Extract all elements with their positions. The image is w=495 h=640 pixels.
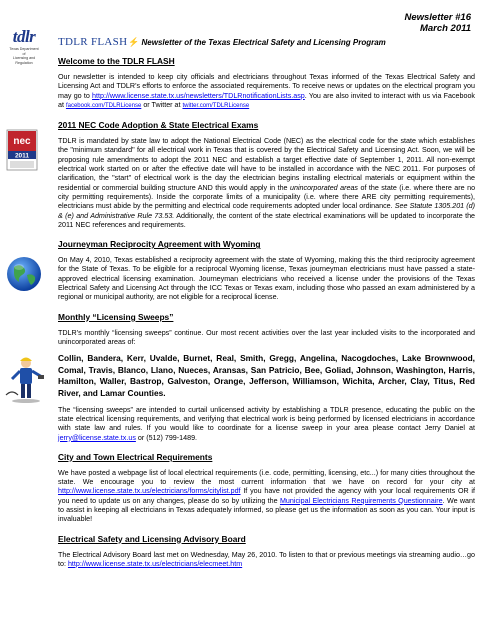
brand-name: TDLR FLASH [58, 36, 128, 48]
section-heading-sweeps: Monthly “Licensing Sweeps” [58, 311, 174, 322]
logo-subtitle-line: Regulation [15, 60, 33, 65]
jerry-email-link[interactable]: jerry@license.state.tx.us [58, 433, 136, 442]
section-heading-welcome: Welcome to the TDLR FLASH [58, 56, 175, 66]
section-heading-city: City and Town Electrical Requirements [58, 451, 213, 462]
worker-icon [4, 355, 48, 405]
newsletter-content [58, 56, 475, 569]
section-heading-wyoming: Journeyman Reciprocity Agreement with Wyoming [58, 239, 261, 250]
nec-badge-year: 2011 [14, 152, 30, 160]
sweeps-detail-paragraph: The “licensing sweeps” are intended to curtail unlicensed activity by establishing a TDLR presence, educating the public on the state electrical licensing requirements, and verifying that electrical work is being performed by licensed electricians in accordance with state law and rules. If you would like to coordinate for a license sweep in your area please contact Jerry Daniel at jerry@license.state.tx.us or (512) 799-1489. [58, 405, 475, 442]
nec-badge-label: nec [13, 136, 31, 147]
facebook-link[interactable]: facebook.com/TDLRLicense [65, 102, 142, 109]
logo-subtitle [4, 47, 44, 65]
newsletter-date: March 2011 [419, 23, 471, 34]
section-heading-board: Electrical Safety and Licensing Advisory Board [58, 533, 246, 544]
logo-subtitle-line: Texas Department [9, 47, 39, 51]
notification-lists-link[interactable]: http://www.license.state.tx.us/newsletters/TDLRnotificationLists.asp [92, 91, 305, 100]
logo-text: tdlr [12, 27, 36, 46]
brand-subtitle: Newsletter of the Texas Electrical Safety and Licensing Program [141, 37, 386, 47]
section-heading-nec: 2011 NEC Code Adoption & State Electrical Exams [58, 120, 259, 131]
icon-column [0, 0, 58, 640]
globe-icon [5, 255, 43, 293]
nec-paragraph: TDLR is mandated by state law to adopt the National Electrical Code (NEC) as the electrical code for the state which establishes the "minimum standard" for all electrical work in Texas that is covered by the Electrical Safety and Licensing Act. Soon, we will be proposing rule amendments to adopt the 2011 NEC and establish a target effective date of September 1, 2011. All non-exempt electrical work started on or after the effective date will have to be installed in accordance with the NEC 2011. For purposes of clarification, the "start" of electrical work is the day the electrician begins installing electrical materials or equipment within the residential or commercial building structure AND this would apply in the unincorporated areas of the state (i.e. where there are no city permitting requirements). Inside the corporate limits of a municipality (i.e. where there ARE city permitting requirements), electricians must abide by the permitting and electrical code requirements adopted under local ordinance. See Statute 1305.201 (d) & (e) and Administrative Rule 73.53. Additionally, the content of the state electrical examinations will be updated to incorporate the 2011 NEC references and requirements. [58, 137, 476, 229]
tdlr-logo [4, 28, 44, 76]
lightning-bolt-icon: ⚡ [128, 36, 140, 47]
city-paragraph: We have posted a webpage list of local electrical requirements (i.e. code, permitting, licensing, etc...) for many cities throughout the state. We encourage you to review the most current information that we have on record for your city at http://www.license.state.tx.us/electricians/forms/citylist.pdf If you have not provided the agency with your local requirements OR if you need to update us on any changes, please do so by utilizing the Municipal Electricians Requirements Questionnaire. We want to assist in keeping all electricians in Texas adequately informed, so please get us the information as soon as you can. Your input is invaluable! [58, 468, 476, 524]
nec-2011-badge-icon [6, 129, 38, 171]
sweeps-intro-paragraph: TDLR’s monthly “licensing sweeps” continue. Our most recent activities over the last year included visits to the incorporated and unincorporated areas of: [58, 328, 475, 346]
wyoming-paragraph: On May 4, 2010, Texas established a reciprocity agreement with the state of Wyoming, making this the third reciprocity agreement for the State of Texas. To be eligible for a reciprocal Wyoming license, Texas journeyman electricians must have passed a state-approved electrical licensing examination. Journeyman electricians who received a license under the provisions of the Texas Electrical Safety and Licensing Act through the ICC Texas or Texas exam, including those who passed an exam administered by a regional or municipal authority, are not eligible for a reciprocal license. [58, 256, 475, 302]
newsletter-number: Newsletter #16 [404, 12, 471, 23]
counties-list: Collin, Bandera, Kerr, Uvalde, Burnet, Real, Smith, Gregg, Angelina, Nacogdoches, Lake Brownwood, Comal, Travis, Blanco, Llano, Nueces, Aransas, San Patricio, Bee, Goliad, Johnson, Washington, Harris, Hamilton, Waller, Bastrop, Galveston, Orange, Jefferson, Williamson, Wichita, Archer, Clay, Titus, Red River, and Lamar Counties. [58, 353, 475, 399]
logo-subtitle-line: of [22, 51, 26, 56]
questionnaire-link[interactable]: Municipal Electricians Requirements Questionnaire [279, 496, 443, 505]
twitter-link[interactable]: twitter.com/TDLRLicense [182, 102, 250, 109]
newsletter-issue [404, 12, 471, 34]
elecmeet-link[interactable]: http://www.license.state.tx.us/electricians/elecmeet.htm [67, 559, 243, 568]
brand-header [58, 36, 386, 48]
board-paragraph: The Electrical Advisory Board last met on Wednesday, May 26, 2010. To listen to that or previous meetings via streaming audio…go to: http://www.license.state.tx.us/electricians/elecmeet.htm [58, 550, 475, 568]
welcome-paragraph: Our newsletter is intended to keep city officials and electricians throughout Texas informed of the Texas Electrical Safety and Licensing Act and TDLR’s efforts to enforce the associated requirements. To receive news or updates on the electrical program you may go to http://www.license.state.tx.us/newsletters/TDLRnotificationLists.asp. You are also invited to interact with us via Facebook at facebook.com/TDLRLicense or Twitter at twitter.com/TDLRLicense [58, 73, 476, 109]
citylist-pdf-link[interactable]: http://www.license.state.tx.us/electricians/forms/citylist.pdf [58, 487, 241, 496]
logo-subtitle-line: Licensing and [12, 56, 36, 61]
